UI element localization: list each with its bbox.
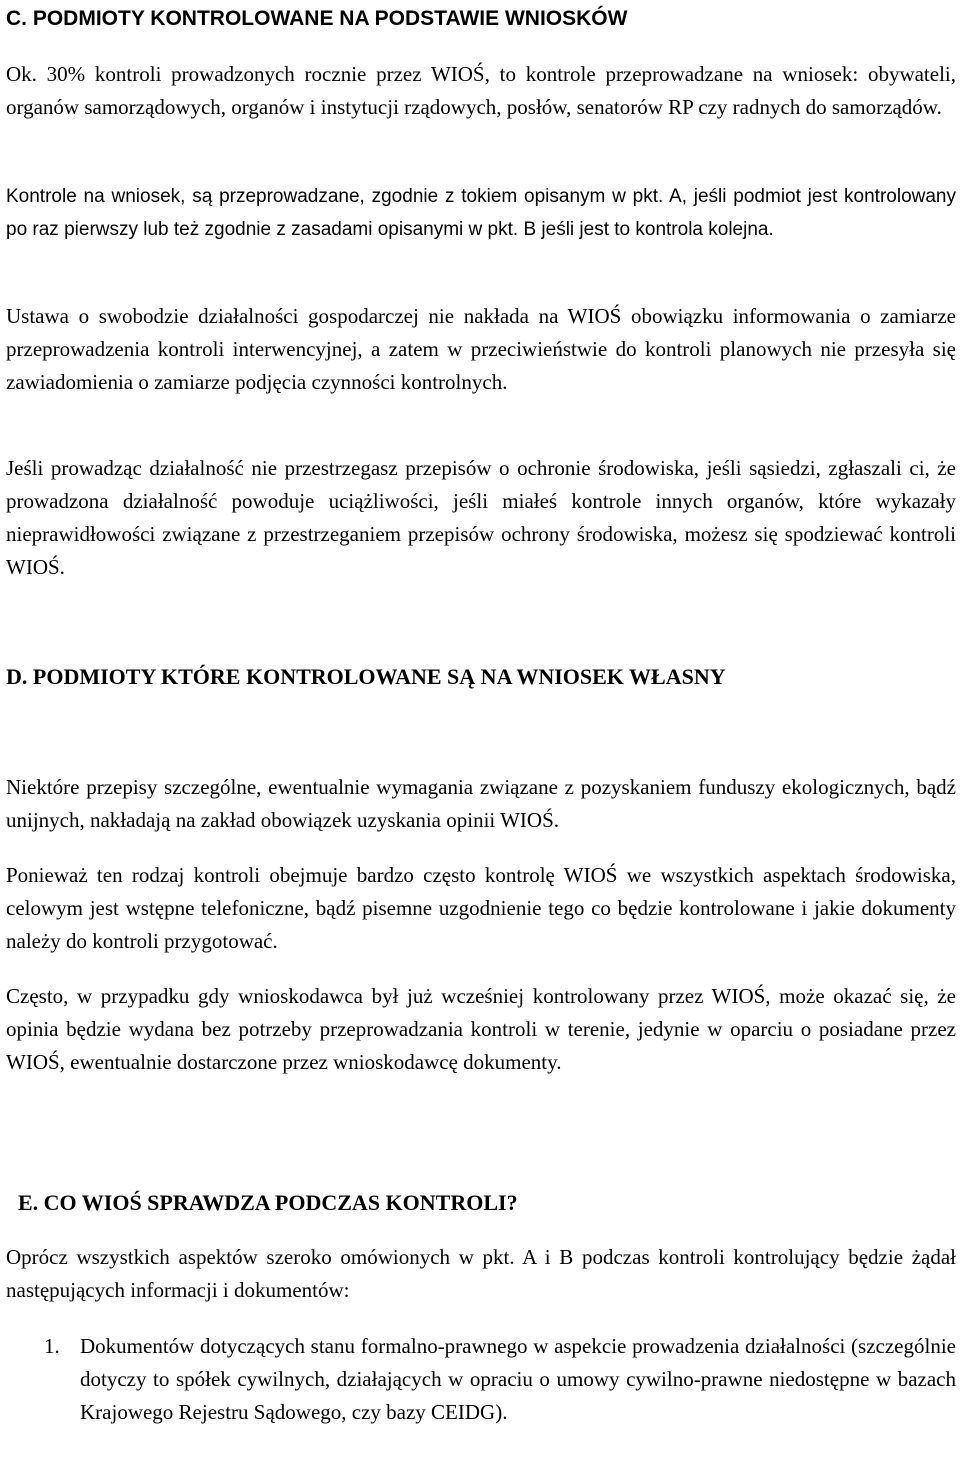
section-d-heading: D. PODMIOTY KTÓRE KONTROLOWANE SĄ NA WNIOSEK WŁASNY xyxy=(6,664,726,689)
list-item-number: 1. xyxy=(44,1334,60,1358)
section-e-heading: E. CO WIOŚ SPRAWDZA PODCZAS KONTROLI? xyxy=(18,1190,518,1215)
list-item xyxy=(44,1330,956,1429)
section-c-paragraph-2: Kontrole na wniosek, są przeprowadzane, zgodnie z tokiem opisanym w pkt. A, jeśli podmiot jest kontrolowany po raz pierwszy lub też zgodnie z zasadami opisanymi w pkt. B jeśli jest to kontrola kolejna. xyxy=(6,186,956,240)
section-d-paragraph-3: Często, w przypadku gdy wnioskodawca był już wcześniej kontrolowany przez WIOŚ, może okazać się, że opinia będzie wydana bez potrzeby przeprowadzania kontroli w terenie, jedynie w oparciu o posiadane przez WIOŚ, ewentualnie dostarczone przez wnioskodawcę dokumenty. xyxy=(6,984,956,1074)
section-e-paragraph-1: Oprócz wszystkich aspektów szeroko omówionych w pkt. A i B podczas kontroli kontrolujący będzie żądał następujących informacji i dokumentów: xyxy=(6,1245,956,1302)
list-item-text: Dokumentów dotyczących stanu formalno-prawnego w aspekcie prowadzenia działalności (szczególnie dotyczy to spółek cywilnych, działających w opraciu o umowy cywilno-prawne niedostępne w bazach Krajowego Rejestru Sądowego, czy bazy CEIDG). xyxy=(80,1334,956,1424)
section-c-heading: C. PODMIOTY KONTROLOWANE NA PODSTAWIE WNIOSKÓW xyxy=(6,7,628,30)
section-c-paragraph-3: Ustawa o swobodzie działalności gospodarczej nie nakłada na WIOŚ obowiązku informowania o zamiarze przeprowadzenia kontroli interwencyjnej, a zatem w przeciwieństwie do kontroli planowych nie przesyła się zawiadomienia o zamiarze podjęcia czynności kontrolnych. xyxy=(6,304,956,394)
section-c-paragraph-4: Jeśli prowadząc działalność nie przestrzegasz przepisów o ochronie środowiska, jeśli sąsiedzi, zgłaszali ci, że prowadzona działalność powoduje uciążliwości, jeśli miałeś kontrole innych organów, które wykazały nieprawidłowości związane z przestrzeganiem przepisów ochrony środowiska, możesz się spodziewać kontroli WIOŚ. xyxy=(6,456,956,579)
section-c-paragraph-1: Ok. 30% kontroli prowadzonych rocznie przez WIOŚ, to kontrole przeprowadzane na wniosek: obywateli, organów samorządowych, organów i instytucji rządowych, posłów, senatorów RP czy radnych do samorządów. xyxy=(6,62,956,119)
section-d-paragraph-1: Niektóre przepisy szczególne, ewentualnie wymagania związane z pozyskaniem funduszy ekologicznych, bądź unijnych, nakładają na zakład obowiązek uzyskania opinii WIOŚ. xyxy=(6,775,956,832)
section-d-paragraph-2: Ponieważ ten rodzaj kontroli obejmuje bardzo często kontrolę WIOŚ we wszystkich aspektach środowiska, celowym jest wstępne telefoniczne, bądź pisemne uzgodnienie tego co będzie kontrolowane i jakie dokumenty należy do kontroli przygotować. xyxy=(6,863,956,953)
